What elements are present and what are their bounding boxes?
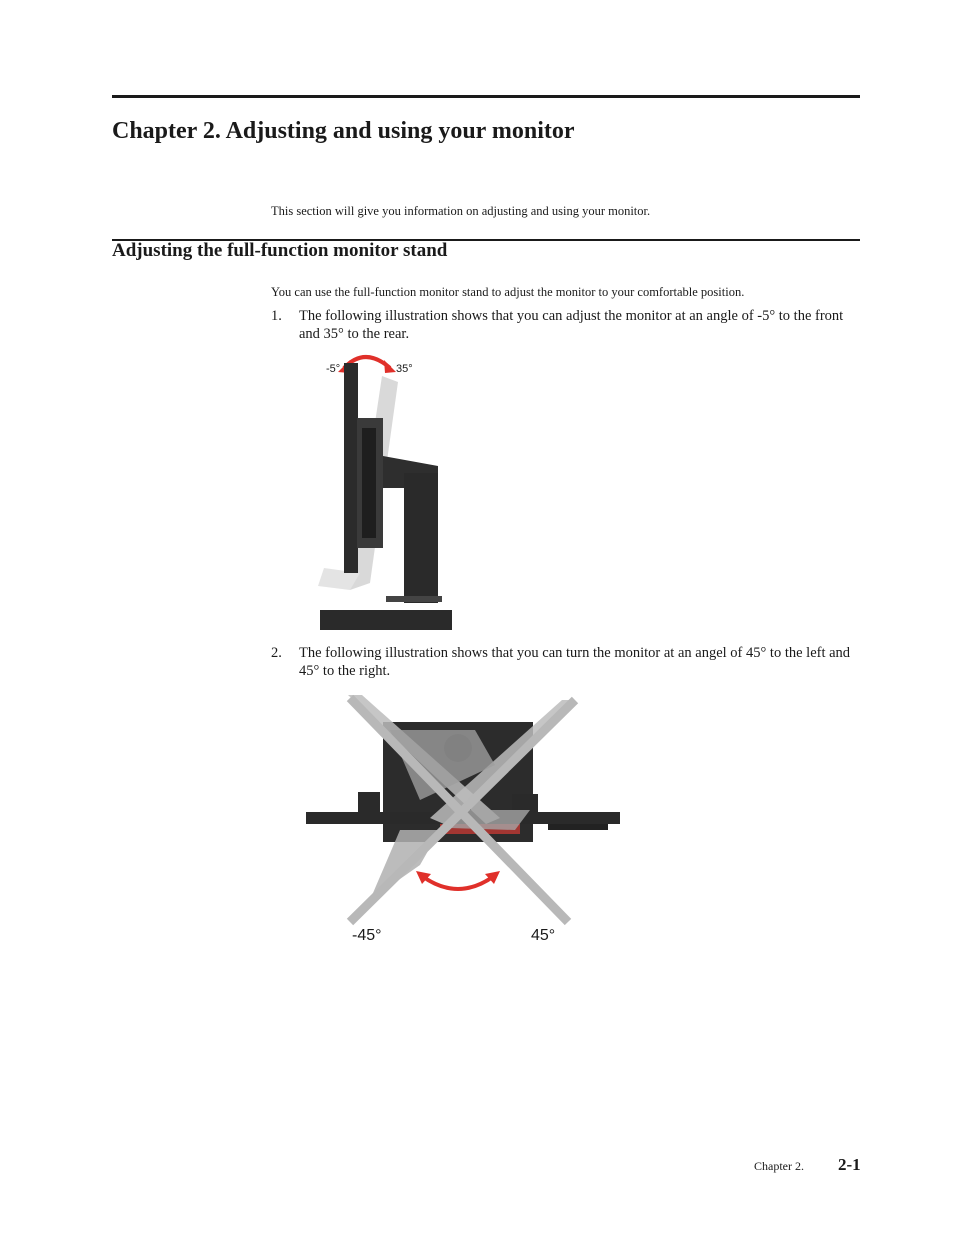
tilt-illustration <box>300 348 460 633</box>
tilt-label-front: -5° <box>326 363 341 375</box>
swivel-label-left: -45° <box>352 927 382 944</box>
footer-page-number: 2-1 <box>838 1155 861 1174</box>
swivel-arrow <box>422 876 494 889</box>
chapter-intro: This section will give you information on adjusting and using your monitor. <box>271 204 651 218</box>
section-title: Adjusting the full-function monitor stand <box>112 240 448 261</box>
footer-chapter-label: Chapter 2. <box>754 1159 804 1173</box>
list-item-swivel <box>271 644 861 680</box>
list-item-text: The following illustration shows that you can turn the monitor at an angel of 45° to the left and 45° to the right. <box>299 645 851 679</box>
stand-column <box>404 473 438 603</box>
chapter-title: Chapter 2. Adjusting and using your monitor <box>112 118 575 144</box>
list-item-text: The following illustration shows that you can adjust the monitor at an angle of -5° to the front and 35° to the rear. <box>299 308 844 342</box>
stand-base <box>320 610 452 630</box>
list-item-number: 2. <box>271 645 282 661</box>
chapter-top-rule <box>112 95 860 98</box>
section-intro: You can use the full-function monitor stand to adjust the monitor to your comfortable position. <box>271 285 745 299</box>
swivel-label-right: 45° <box>531 927 556 944</box>
swivel-illustration <box>300 690 630 955</box>
list-item-tilt <box>271 307 861 343</box>
monitor-side <box>344 363 358 573</box>
list-item-number: 1. <box>271 308 282 324</box>
tilt-label-rear: 35° <box>396 363 413 375</box>
